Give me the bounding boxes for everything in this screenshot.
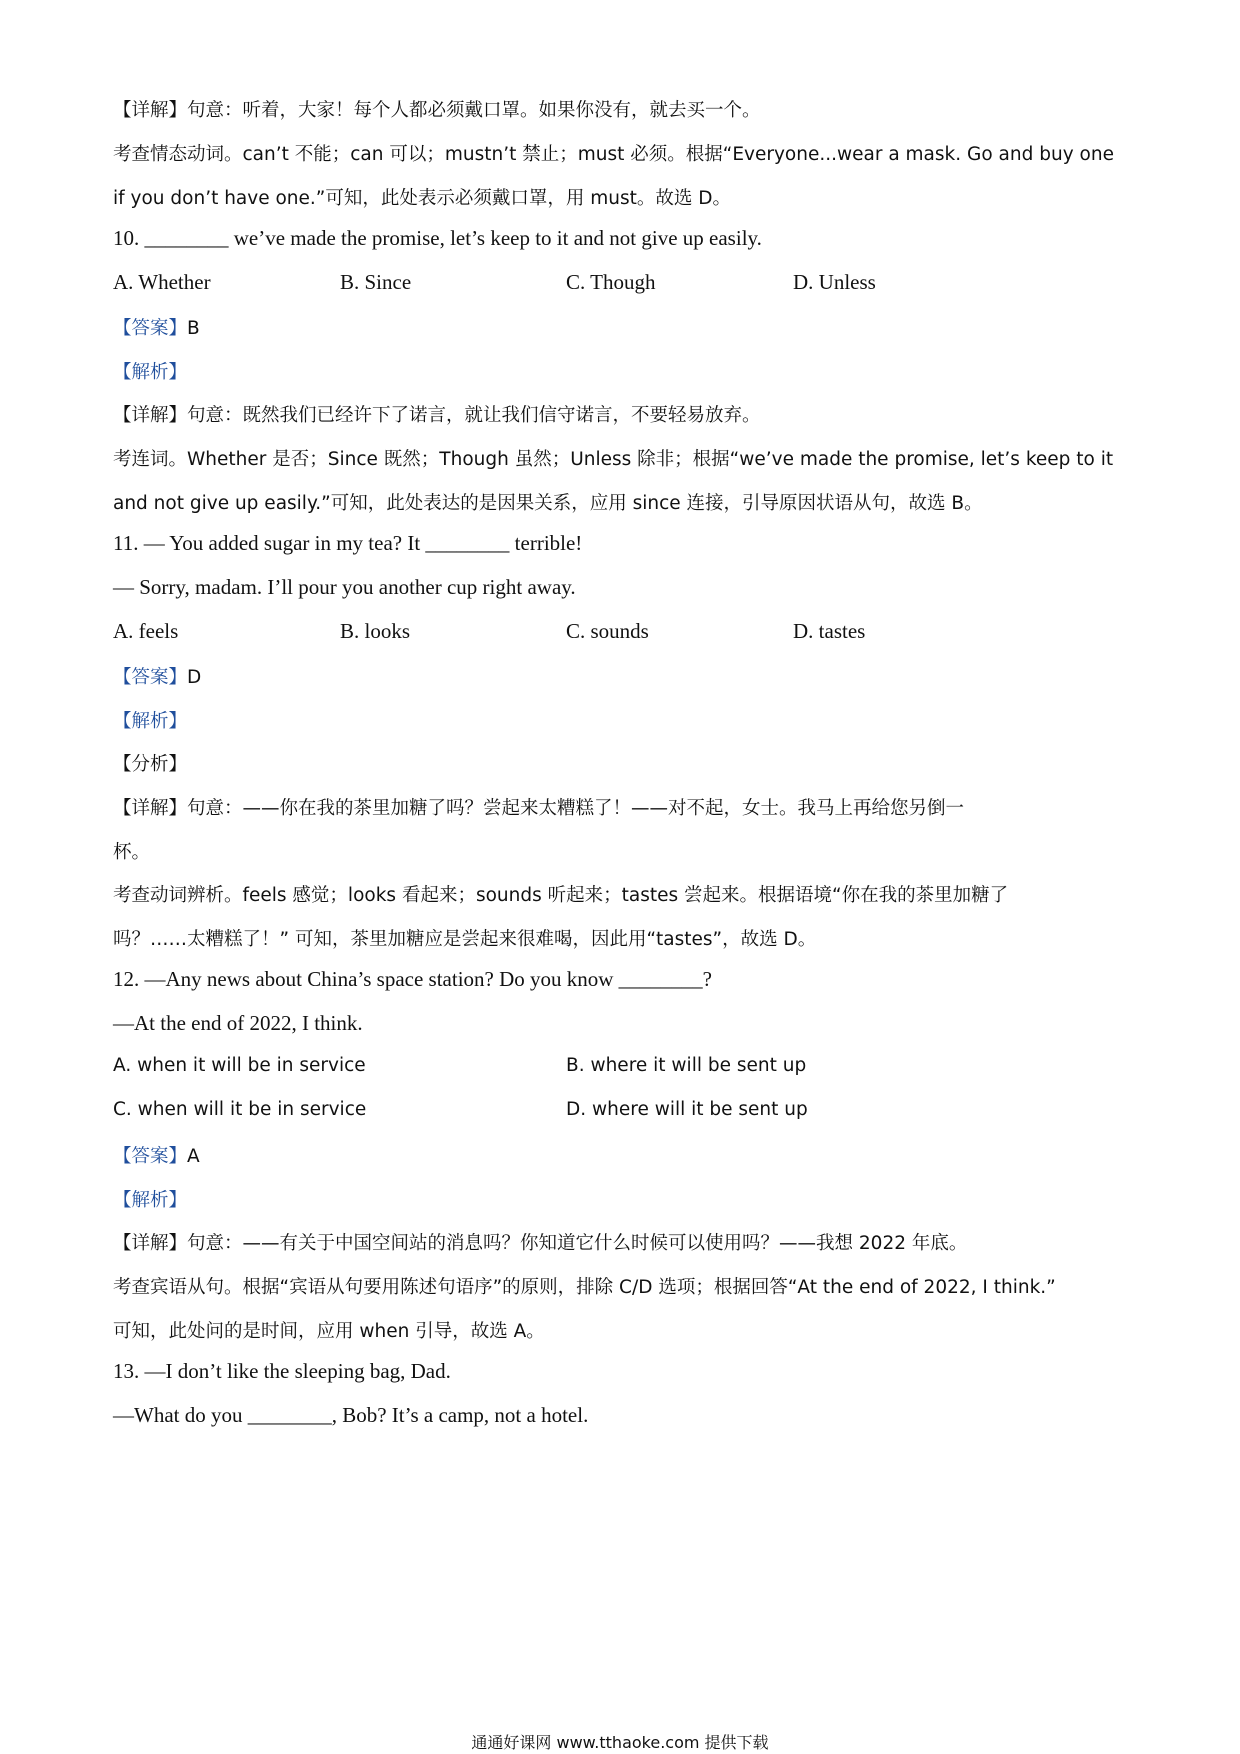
- q11-option-a: A. feels: [113, 619, 179, 643]
- q11-option-d: D. tastes: [793, 619, 866, 643]
- q10-analysis-label: 【解析】: [113, 362, 188, 383]
- q11-fenxi-label: 【分析】: [113, 754, 188, 775]
- q12-explanation-line1: 考查宾语从句。根据“宾语从句要用陈述句语序”的原则，排除 C/D 选项；根据回答“At the end of 2022, I think.”: [113, 1277, 1056, 1298]
- q9-detail: 【详解】句意：听着，大家！每个人都必须戴口罩。如果你没有，就去买一个。: [113, 100, 761, 121]
- q12-stem-line2: —At the end of 2022, I think.: [113, 1011, 363, 1035]
- q11-detail-line1: 【详解】句意：——你在我的茶里加糖了吗？尝起来太糟糕了！——对不起，女士。我马上再给您另倒一: [113, 798, 965, 819]
- q12-option-c: C. when will it be in service: [113, 1099, 367, 1120]
- q12-option-b: B. where it will be sent up: [566, 1055, 807, 1076]
- q10-option-d: D. Unless: [793, 270, 876, 294]
- q12-detail: 【详解】句意：——有关于中国空间站的消息吗？你知道它什么时候可以使用吗？——我想 2022 年底。: [113, 1233, 968, 1254]
- q13-stem-line1: 13. —I don’t like the sleeping bag, Dad.: [113, 1359, 451, 1383]
- q11-option-c: C. sounds: [566, 619, 649, 643]
- detail-label: 【详解】: [113, 100, 188, 121]
- q11-stem-line1: 11. — You added sugar in my tea? It ________ terrible!: [113, 531, 583, 555]
- q10-detail: 【详解】句意：既然我们已经许下了诺言，就让我们信守诺言，不要轻易放弃。: [113, 405, 761, 426]
- q10-explanation-line2: and not give up easily.”可知，此处表达的是因果关系，应用 since 连接，引导原因状语从句，故选 B。: [113, 493, 983, 514]
- q12-option-a: A. when it will be in service: [113, 1055, 366, 1076]
- q11-stem-line2: — Sorry, madam. I’ll pour you another cup right away.: [113, 575, 576, 599]
- q12-stem-line1: 12. —Any news about China’s space station? Do you know ________?: [113, 967, 713, 991]
- q10-answer: 【答案】B: [113, 318, 200, 339]
- footer-watermark: 通通好课网 www.tthaoke.com 提供下载: [471, 1733, 769, 1752]
- q11-explanation-line2: 吗？……太糟糕了！” 可知，茶里加糖应是尝起来很难喝，因此用“tastes”，故选 D。: [113, 929, 817, 950]
- q12-option-d: D. where will it be sent up: [566, 1099, 808, 1120]
- q9-explanation-line2: if you don’t have one.”可知，此处表示必须戴口罩，用 must。故选 D。: [113, 188, 732, 209]
- q10-explanation-line1: 考连词。Whether 是否；Since 既然；Though 虽然；Unless 除非；根据“we’ve made the promise, let’s keep to it: [113, 449, 1114, 470]
- answer-label: 【答案】: [113, 318, 188, 339]
- q10-stem: 10. ________ we’ve made the promise, let’s keep to it and not give up easily.: [113, 226, 762, 250]
- q9-explanation-line1: 考查情态动词。can’t 不能；can 可以；mustn’t 禁止；must 必须。根据“Everyone...wear a mask. Go and buy one: [113, 144, 1114, 165]
- q12-analysis-label: 【解析】: [113, 1190, 188, 1211]
- q11-option-b: B. looks: [340, 619, 411, 643]
- q11-explanation-line1: 考查动词辨析。feels 感觉；looks 看起来；sounds 听起来；tastes 尝起来。根据语境“你在我的茶里加糖了: [113, 885, 1009, 906]
- q10-option-a: A. Whether: [113, 270, 211, 294]
- q12-answer: 【答案】A: [113, 1146, 200, 1167]
- q11-detail-line2: 杯。: [113, 842, 151, 863]
- q11-answer: 【答案】D: [113, 667, 202, 688]
- q11-analysis-label: 【解析】: [113, 711, 188, 732]
- q10-option-b: B. Since: [340, 270, 412, 294]
- q12-explanation-line2: 可知，此处问的是时间，应用 when 引导，故选 A。: [113, 1321, 545, 1342]
- q13-stem-line2: —What do you ________, Bob? It’s a camp, not a hotel.: [113, 1403, 589, 1427]
- q10-option-c: C. Though: [566, 270, 656, 294]
